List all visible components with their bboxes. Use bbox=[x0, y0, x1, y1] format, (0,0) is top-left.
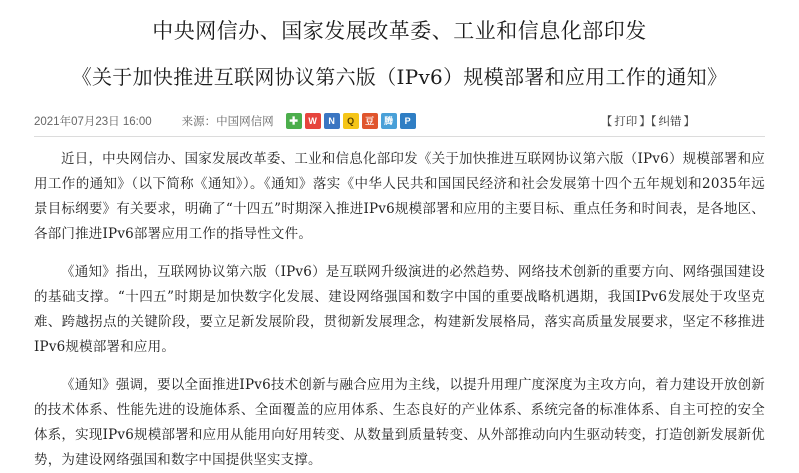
share-douban-icon[interactable]: 豆 bbox=[362, 113, 378, 129]
share-weixin-icon[interactable]: ✚ bbox=[286, 113, 302, 129]
share-weibo-icon[interactable]: W bbox=[305, 113, 321, 129]
article-meta-bar bbox=[0, 110, 799, 132]
page-title-sub: 《关于加快推进互联网协议第六版（IPv6）规模部署和应用工作的通知》 bbox=[71, 65, 728, 89]
share-tencent-icon[interactable]: 腾 bbox=[381, 113, 397, 129]
share-qzone-icon[interactable]: Q bbox=[343, 113, 359, 129]
share-icon-group[interactable] bbox=[286, 113, 416, 129]
publish-date: 2021年07月23日 16:00 bbox=[34, 116, 152, 128]
share-more-icon[interactable]: P bbox=[400, 113, 416, 129]
article-paragraph: 《通知》指出，互联网协议第六版（IPv6）是互联网升级演进的必然趋势、网络技术创新的重要方向、网络强国建设的基础支撑。“十四五”时期是加快数字化发展、建设网络强国和数字中国的重要战略机遇期，我国IPv6发展处于攻坚克难、跨越拐点的关键阶段，要立足新发展阶段，贯彻新发展理念，构建新发展格局，落实高质量发展要求，坚定不移推进IPv6规模部署和应用。 bbox=[34, 264, 765, 355]
print-button[interactable]: 打印 bbox=[614, 116, 638, 128]
article-body bbox=[0, 137, 799, 473]
source-prefix: 来源： bbox=[181, 116, 217, 128]
article-actions bbox=[601, 113, 765, 129]
page-title-main: 中央网信办、国家发展改革委、工业和信息化部印发 bbox=[152, 19, 647, 43]
source-label bbox=[182, 113, 274, 129]
correct-button[interactable]: 纠错 bbox=[658, 116, 682, 128]
share-renren-icon[interactable]: N bbox=[324, 113, 340, 129]
bracket-mid: 】【 bbox=[639, 116, 657, 128]
bracket-left: 【 bbox=[600, 116, 613, 128]
source-name: 中国网信网 bbox=[216, 116, 274, 128]
article-paragraph: 近日，中央网信办、国家发展改革委、工业和信息化部印发《关于加快推进互联网协议第六版（IPv6）规模部署和应用工作的通知》（以下简称《通知》）。《通知》落实《中华人民共和国国民经济和社会发展第十四个五年规划和2035年远景目标纲要》有关要求，明确了“十四五”时期深入推进IPv6规模部署和应用的主要目标、重点任务和时间表，是各地区、各部门推进IPv6部署应用工作的指导性文件。 bbox=[34, 151, 765, 242]
article-header bbox=[0, 0, 799, 94]
bracket-right: 】 bbox=[683, 116, 695, 128]
article-paragraph: 《通知》强调，要以全面推进IPv6技术创新与融合应用为主线，以提升用理广度深度为主攻方向，着力建设开放创新的技术体系、性能先进的设施体系、全面覆盖的应用体系、生态良好的产业体系、系统完备的标准体系、自主可控的安全体系，实现IPv6规模部署和应用从能用向好用转变、从数量到质量转变、从外部推动向内生驱动转变，打造创新发展新优势，为建设网络强国和数字中国提供坚实支撑。 bbox=[34, 377, 765, 468]
